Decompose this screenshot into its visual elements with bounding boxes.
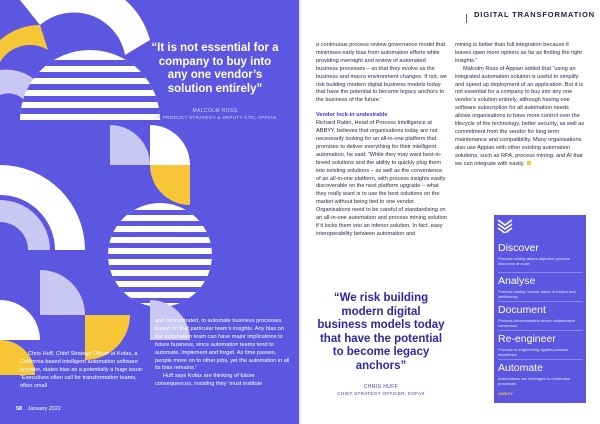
process-step-discover (498, 243, 582, 266)
step-description: Process documentation drives collaborative consensus (498, 318, 576, 328)
pull-quote-ross (150, 42, 280, 120)
article-column-2 (316, 42, 448, 239)
spread-gutter (299, 0, 301, 424)
body-paragraph-text: Malcolm Ross of Appian added that “using an integrated automation solution is useful to simplify and speed up deployment of an application. But it is not essential for a company to buy into any one vendor’s solution entirely, although having one software subscription for all automation needs allows organisations to have more control over the lifecycle of the technology, better security, as well as commitment from the vendor for long term maintenance and compatibility. Many organisations also use Appian with other existing automation solutions, such as RPA, process mining, and AI that we can integrate with easily. (455, 65, 585, 167)
pull-quote-role: VP, PRODUCT STRATEGY & DEPUTY CTO, APPIAN (153, 115, 277, 120)
body-paragraph: and concentrated, to automate business processes based on that particular team’s insights. Any bias on the automation team can have major implications to future business, since automation teams tend to automate, implement and forget. As time passes, people move on to other jobs, yet the automation in all its bias remains.” (155, 318, 290, 372)
pull-quote-name: CHRIS HUFF (363, 383, 399, 390)
pull-quote-role: CHIEF STRATEGY OFFICER, KOFAX (337, 390, 425, 396)
body-paragraph: mining is better than full integration because it leaves open more options as far as finding the right insights.” (455, 42, 582, 64)
process-step-automate (498, 363, 582, 386)
pull-quote-text: “We risk building modern digital business models today that have the potential to become legacy anchors” (317, 292, 445, 372)
step-description: Process mining reveals areas of friction and inefficiency (498, 289, 576, 299)
page-footer (16, 406, 61, 412)
body-paragraph: Huff says Kofax are thinking of future consequences, insisting they ‘must institute (155, 373, 263, 388)
page-number: 58 (16, 406, 23, 412)
body-paragraph (455, 66, 585, 169)
article-column-3 (455, 42, 585, 169)
body-paragraph: Chris Huff, Chief Strategy Officer at Kofax, a California-based intelligent automation software provider, states bias as a potentially a huge issue: “Executives often call for transformation teams, often small (20, 351, 144, 389)
yellow-arc-shape (0, 25, 48, 62)
step-divider (498, 301, 582, 302)
body-paragraph: a continuous process review governance model that minimises early bias from automation efforts while providing oversight and review of automated business processes – so that they evolve as the business and macro environment changes. If not, we risk building modern digital business models today that have the potential to become legacy anchors to the business of the future.’ (316, 42, 447, 104)
issue-date: January 2022 (27, 406, 61, 412)
process-step-analyse (498, 276, 582, 299)
lavender-quarter-low-shape (40, 270, 85, 315)
pull-quote-text: “It is not essential for a company to buy into any one vendor’s solution entirely” (151, 42, 279, 95)
process-sidebar (494, 215, 586, 403)
left-page-column-left (20, 351, 150, 391)
process-step-document (498, 305, 582, 328)
step-divider (498, 272, 582, 273)
subheading: Vendor lock-in undesirable (316, 112, 388, 119)
step-description: Automations are leveraged to modernise processes (498, 376, 571, 386)
step-description: Process mining allows objective process discovery at scale (498, 256, 570, 266)
step-description: Process re-engineering applies process excellence (498, 347, 569, 357)
step-divider (498, 330, 582, 331)
lavender-quarter-shape (110, 125, 150, 165)
pull-quote-name: MALCOLM ROSS (192, 108, 238, 114)
yellow-quarter-shape (150, 165, 190, 205)
process-step-reengineer (498, 334, 582, 357)
pull-quote-huff (317, 292, 445, 396)
end-mark-icon (527, 161, 531, 165)
chevron-logo-icon (497, 219, 513, 233)
step-heading: Document (498, 304, 546, 316)
step-heading: Re-engineer (498, 333, 556, 345)
body-paragraph: Richard Rabin, Head of Process Intelligence at ABBYY, believes that organisations today are not necessarily looking for an all-in-one platform that promises to deliver everything for their intelligent automation, he said: “While they may want best-in-breed solutions and the ability to quickly plug them into existing solutions – as well as the convenience of an all-in-one platform, with process insights easily discoverable on the next platform upgrade – what they really want is to use the best solutions on the market without being tied to one vendor. Organisations need to be careful of standardising on an all-in-one automation and process mining solution if it locks them into an inferior solution. In fact, easy interoperability between automation and (316, 120, 447, 237)
step-heading: Automate (498, 362, 543, 374)
left-page-column-lower (155, 318, 293, 389)
white-quarter-shape (150, 125, 190, 165)
step-heading: Discover (498, 242, 539, 254)
step-heading: Analyse (498, 275, 536, 287)
striped-circle (100, 200, 220, 310)
striped-half-circle (20, 50, 160, 120)
white-quarter-low-shape (0, 300, 40, 340)
section-header: DIGITAL TRANSFORMATION (474, 10, 595, 19)
section-marker (466, 14, 467, 23)
sidebar-source: ABBYY (498, 392, 514, 396)
step-divider (498, 359, 582, 360)
